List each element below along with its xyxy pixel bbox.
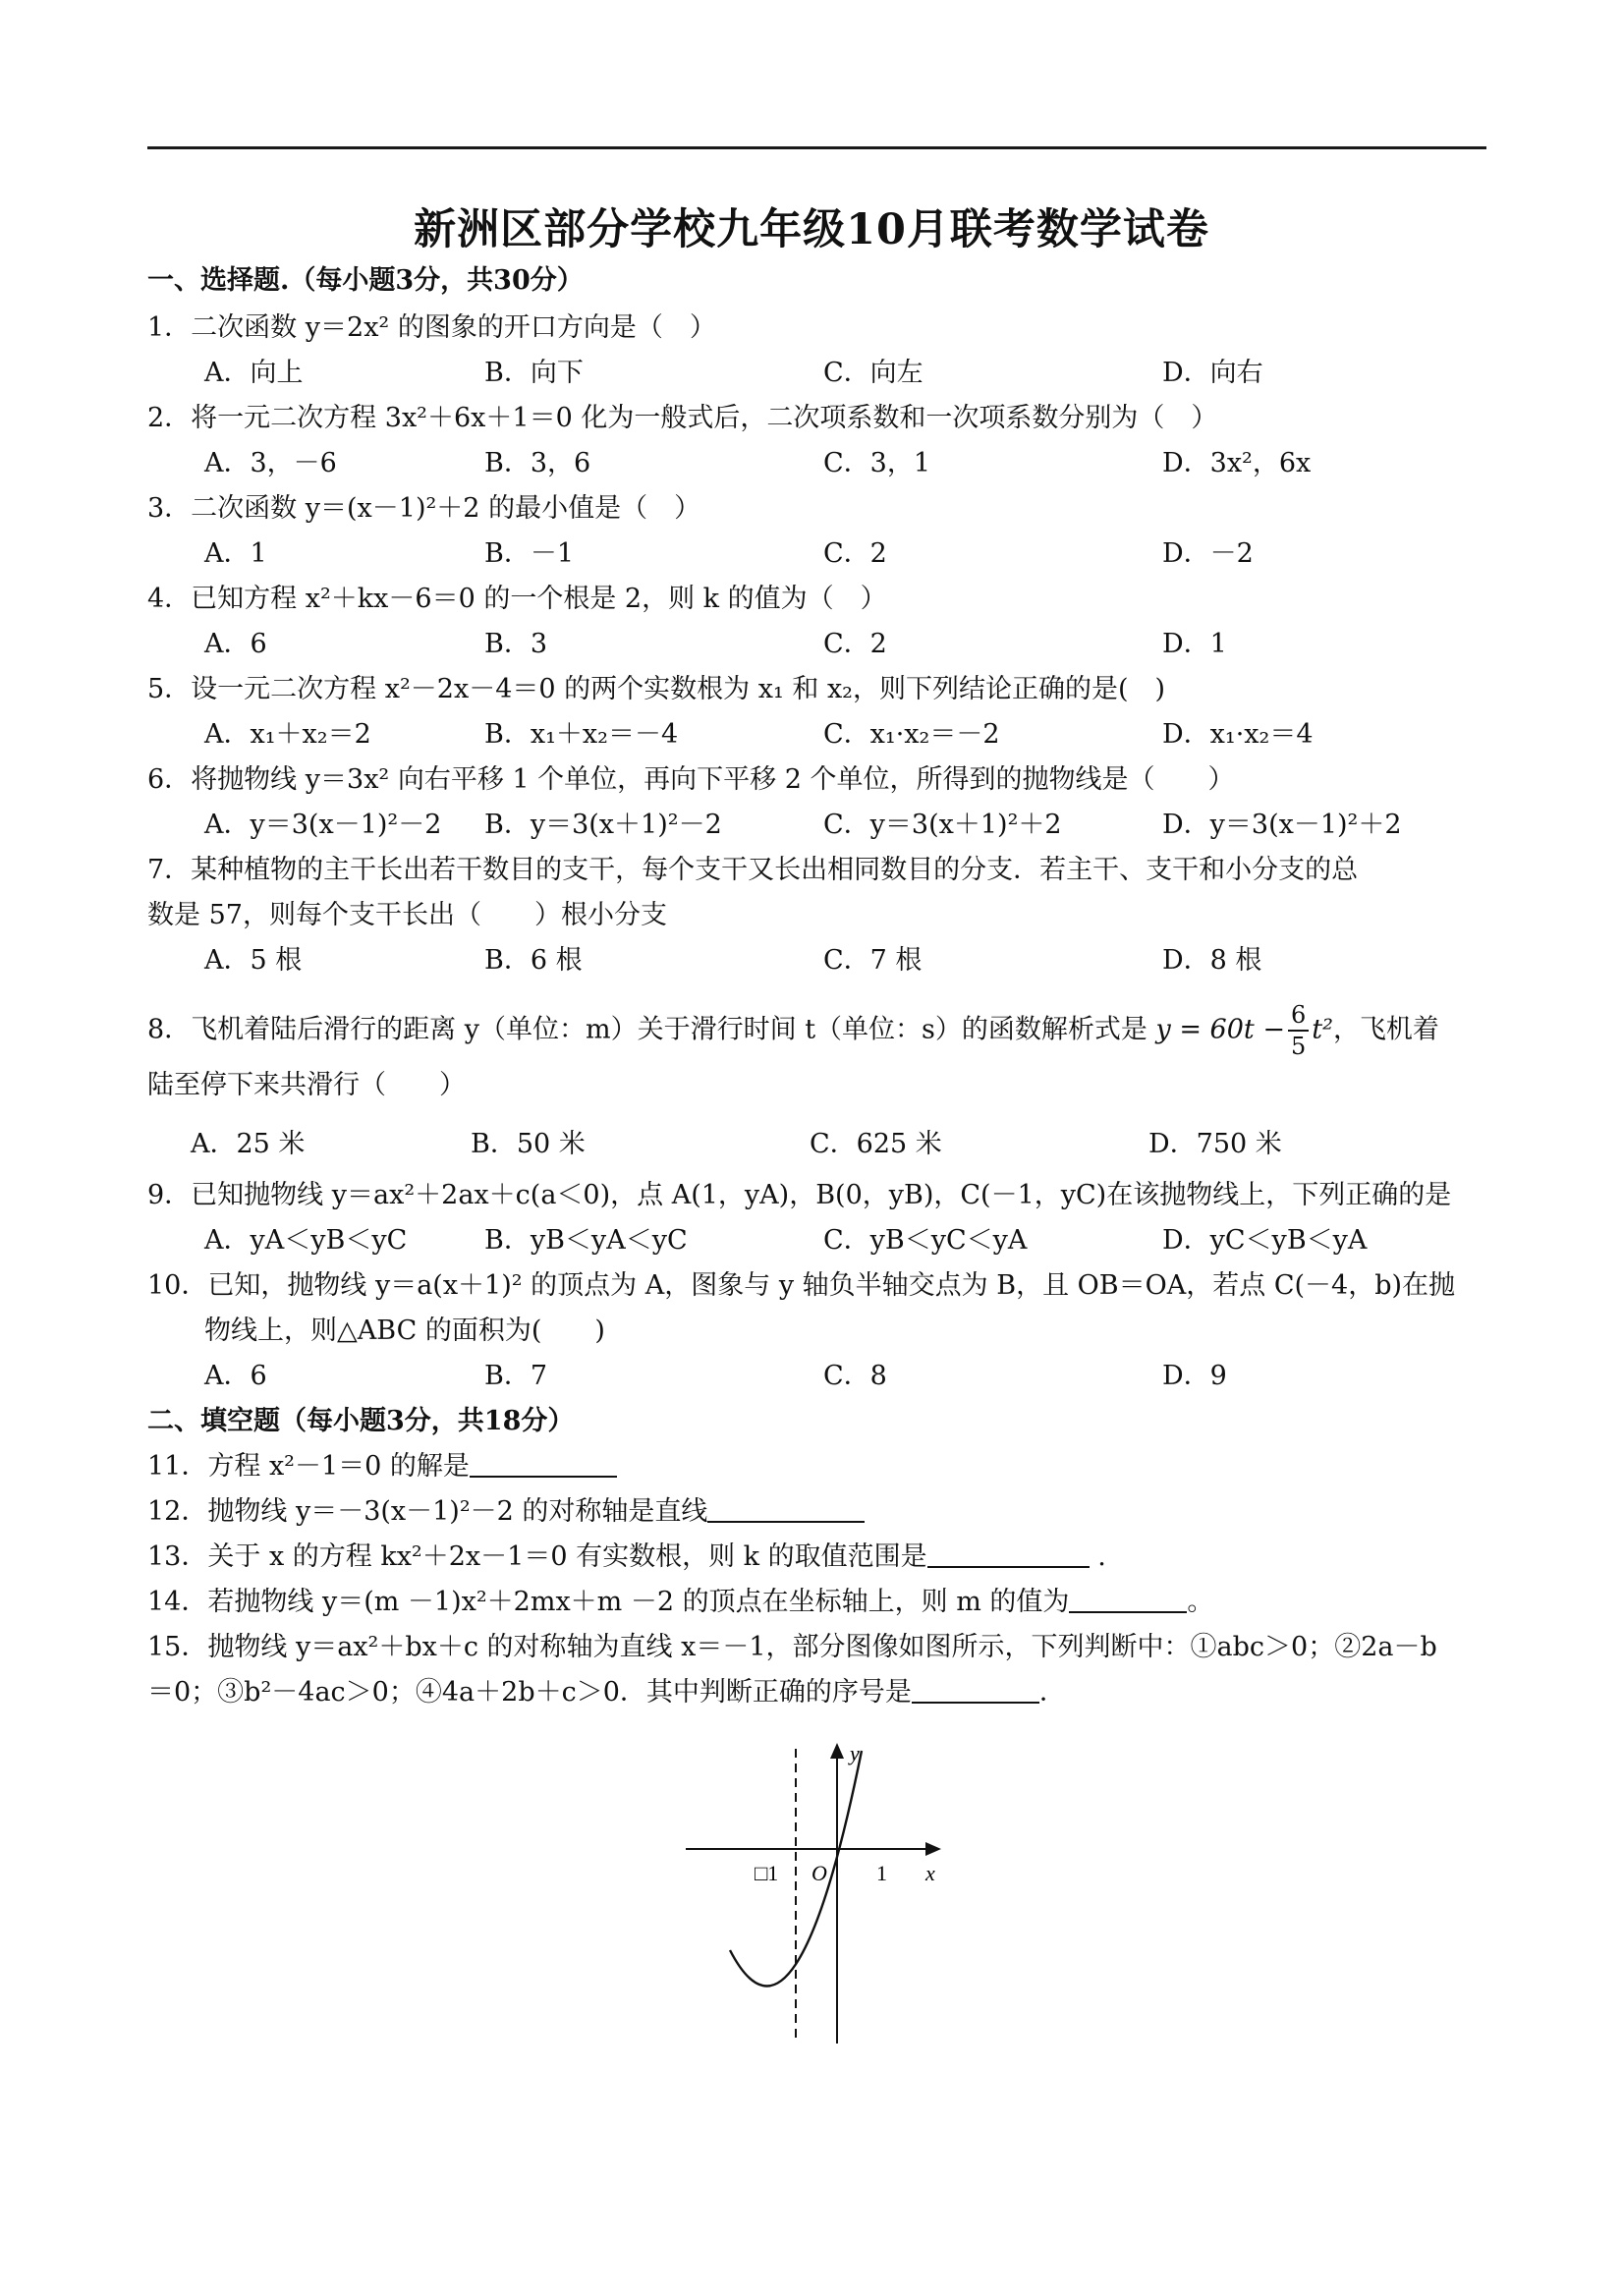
question-5: 5．设一元二次方程 x²－2x－4＝0 的两个实数根为 x₁ 和 x₂，则下列结论正确的是( ) — [147, 674, 1166, 704]
option-d: D．x₁·x₂＝4 — [1162, 719, 1314, 750]
question-10-line-1: 10．已知，抛物线 y＝a(x＋1)² 的顶点为 A，图象与 y 轴负半轴交点为 B，且 OB＝OA，若点 C(－4，b)在抛 — [147, 1270, 1456, 1301]
question-12-stem: 12．抛物线 y＝－3(x－1)²－2 的对称轴是直线 — [147, 1496, 708, 1527]
fraction-denominator: 5 — [1290, 1033, 1307, 1060]
question-8-formula-tail: t² — [1312, 1014, 1333, 1045]
section-heading-choice: 一、选择题.（每小题3分，共30分） — [147, 265, 584, 296]
question-12 — [147, 1494, 1487, 1530]
option-c: C．yB＜yC＜yA — [823, 1225, 1028, 1256]
answer-blank[interactable] — [912, 1676, 1039, 1704]
option-a: A．6 — [204, 629, 267, 659]
option-a: A．5 根 — [204, 945, 303, 976]
option-c: C．625 米 — [810, 1129, 942, 1159]
option-c: C．8 — [823, 1361, 887, 1391]
origin-label: O — [812, 1861, 827, 1885]
question-15-line-2 — [147, 1675, 1487, 1710]
option-d: D．3x²，6x — [1162, 448, 1312, 478]
option-b: B．yB＜yA＜yC — [484, 1225, 688, 1256]
question-10-line-2: 物线上，则△ABC 的面积为( ) — [204, 1316, 605, 1346]
option-d: D．向右 — [1162, 358, 1263, 388]
option-b: B．x₁＋x₂＝－4 — [484, 719, 679, 750]
answer-blank[interactable] — [470, 1450, 617, 1478]
option-d: D．y＝3(x－1)²＋2 — [1162, 810, 1402, 840]
fraction-numerator: 6 — [1288, 1000, 1309, 1032]
answer-blank[interactable] — [1069, 1586, 1187, 1613]
option-a: A．3，－6 — [204, 448, 337, 478]
parabola-figure — [668, 1739, 963, 2053]
question-1: 1．二次函数 y＝2x² 的图象的开口方向是（ ） — [147, 312, 716, 343]
option-d: D．750 米 — [1148, 1129, 1282, 1159]
option-b: B．50 米 — [471, 1129, 586, 1159]
exam-title: 新洲区部分学校九年级10月联考数学试卷 — [414, 205, 1209, 254]
option-b: B．7 — [484, 1361, 548, 1391]
question-8-formula-lhs: y = 60t − — [1155, 1014, 1285, 1045]
question-7-line-2: 数是 57，则每个支干长出（ ）根小分支 — [147, 900, 667, 930]
option-b: B．y＝3(x＋1)²－2 — [484, 810, 722, 840]
option-c: C．2 — [823, 538, 887, 569]
question-3: 3．二次函数 y＝(x－1)²＋2 的最小值是（ ） — [147, 493, 701, 524]
question-13-stem: 13．关于 x 的方程 kx²＋2x－1＝0 有实数根，则 k 的取值范围是 — [147, 1541, 927, 1572]
question-6: 6．将抛物线 y＝3x² 向右平移 1 个单位，再向下平移 2 个单位，所得到的抛物线是（ ） — [147, 764, 1235, 795]
option-a: A．y＝3(x－1)²－2 — [204, 810, 442, 840]
question-15-stem: ＝0；③b²－4ac＞0；④4a＋2b＋c＞0．其中判断正确的序号是 — [147, 1677, 912, 1708]
formula-fraction — [1288, 1000, 1309, 1061]
header-rule — [147, 146, 1486, 149]
question-11-stem: 11．方程 x²－1＝0 的解是 — [147, 1451, 470, 1482]
option-d: D．yC＜yB＜yA — [1162, 1225, 1368, 1256]
option-a: A．1 — [204, 538, 267, 569]
x-label: x — [925, 1861, 935, 1885]
question-13 — [147, 1540, 1487, 1575]
option-d: D．1 — [1162, 629, 1227, 659]
question-14-tail: 。 — [1187, 1587, 1214, 1617]
option-c: C．3，1 — [823, 448, 931, 478]
question-11 — [147, 1449, 1487, 1484]
question-15-line-1: 15．抛物线 y＝ax²＋bx＋c 的对称轴为直线 x＝－1，部分图像如图所示，下列判断中：①abc＞0；②2a－b — [147, 1632, 1437, 1662]
option-b: B．3，6 — [484, 448, 591, 478]
option-b: B．向下 — [484, 358, 584, 388]
question-14-stem: 14．若抛物线 y＝(m －1)x²＋2mx＋m －2 的顶点在坐标轴上，则 m 的值为 — [147, 1587, 1070, 1617]
y-axis-arrow — [830, 1743, 844, 1759]
question-14 — [147, 1585, 1487, 1620]
option-a: A．yA＜yB＜yC — [204, 1225, 408, 1256]
option-d: D．8 根 — [1162, 945, 1262, 976]
y-label: y — [850, 1741, 860, 1765]
one-label: 1 — [876, 1861, 887, 1885]
option-c: C．向左 — [823, 358, 923, 388]
option-b: B．3 — [484, 629, 548, 659]
option-c: C．x₁·x₂＝－2 — [823, 719, 1000, 750]
option-a: A．6 — [204, 1361, 267, 1391]
question-13-tail: . — [1097, 1541, 1106, 1572]
question-7-line-1: 7．某种植物的主干长出若干数目的支干，每个支干又长出相同数目的分支．若主干、支干和小分支的总 — [147, 855, 1359, 885]
option-a: A．向上 — [204, 358, 304, 388]
option-a: A．x₁＋x₂＝2 — [204, 719, 371, 750]
question-15-tail: ． — [1038, 1677, 1066, 1708]
option-c: C．y＝3(x＋1)²＋2 — [823, 810, 1062, 840]
neg-one-label: □1 — [755, 1861, 779, 1885]
question-9: 9．已知抛物线 y＝ax²＋2ax＋c(a＜0)，点 A(1，yA)，B(0，yB)，C(－1，yC)在该抛物线上，下列正确的是 — [147, 1180, 1452, 1210]
question-2: 2．将一元二次方程 3x²＋6x＋1＝0 化为一般式后，二次项系数和一次项系数分别为（ ） — [147, 403, 1218, 433]
option-d: D．－2 — [1162, 538, 1254, 569]
section-heading-fill: 二、填空题（每小题3分，共18分） — [147, 1406, 575, 1436]
option-b: B．－1 — [484, 538, 575, 569]
x-axis-arrow — [925, 1842, 941, 1856]
answer-blank[interactable] — [707, 1495, 865, 1523]
option-a: A．25 米 — [191, 1129, 306, 1159]
question-8-prefix: 8．飞机着陆后滑行的距离 y（单位：m）关于滑行时间 t（单位：s）的函数解析式是 — [147, 1014, 1147, 1045]
option-c: C．7 根 — [823, 945, 923, 976]
question-8-line-1 — [147, 1000, 1487, 1061]
question-8-suffix: ，飞机着 — [1332, 1014, 1439, 1045]
option-c: C．2 — [823, 629, 887, 659]
answer-blank[interactable] — [927, 1540, 1090, 1568]
question-4: 4．已知方程 x²＋kx－6＝0 的一个根是 2，则 k 的值为（ ） — [147, 584, 887, 614]
option-d: D．9 — [1162, 1361, 1227, 1391]
option-b: B．6 根 — [484, 945, 583, 976]
question-8-line-2: 陆至停下来共滑行（ ） — [147, 1070, 466, 1100]
